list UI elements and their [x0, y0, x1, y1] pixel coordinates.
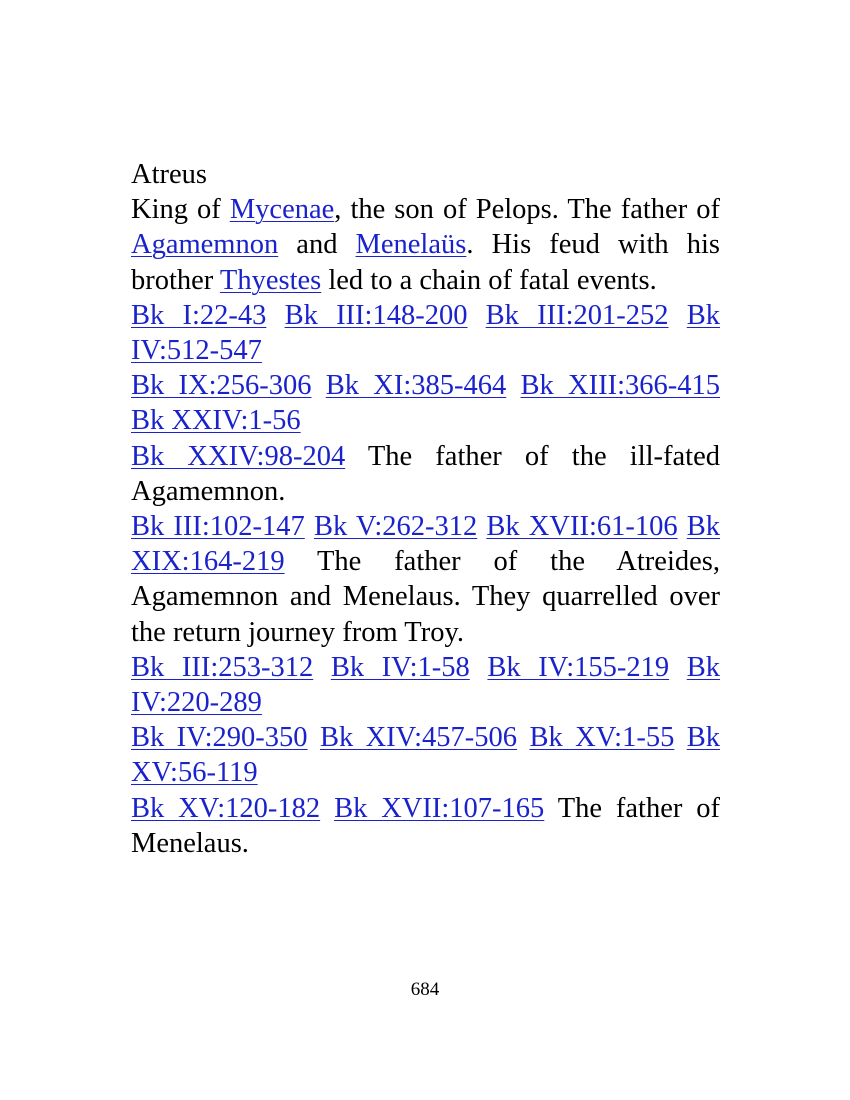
reference-paragraph — [131, 791, 720, 861]
reference-note: The father of Menelaus. — [131, 792, 721, 859]
book-ref-link[interactable]: Bk V:262-312 — [313, 511, 478, 543]
link-mycenae[interactable]: Mycenae — [229, 194, 335, 226]
book-ref-link[interactable]: Bk XIV:457-506 — [319, 722, 518, 754]
book-ref-link[interactable]: Bk XVII:107-165 — [334, 792, 545, 824]
reference-note: The father of the Atreides, Agamemnon and Menelaus. They quarrelled over the return journey from Troy. — [131, 546, 720, 648]
book-ref-link[interactable]: Bk IX:256-306 — [131, 370, 312, 402]
book-ref-link[interactable]: Bk XV:120-182 — [131, 792, 321, 824]
reference-paragraph — [131, 720, 720, 790]
book-ref-link[interactable]: Bk IV:290-350 — [131, 722, 308, 754]
reference-paragraph — [131, 509, 720, 650]
reference-paragraph — [131, 298, 720, 368]
book-ref-link[interactable]: Bk III:148-200 — [284, 299, 468, 331]
desc-text: and — [278, 229, 356, 261]
book-ref-link[interactable]: Bk XXIV:1-56 — [131, 405, 301, 437]
book-ref-link[interactable]: Bk I:22-43 — [131, 299, 267, 331]
book-ref-link[interactable]: Bk III:253-312 — [131, 651, 314, 683]
entry-title: Atreus — [131, 159, 207, 190]
desc-text: King of — [131, 194, 230, 226]
entry-text-block — [131, 157, 720, 861]
reference-paragraph — [131, 439, 720, 509]
link-thyestes[interactable]: Thyestes — [219, 264, 322, 296]
link-menelaus[interactable]: Menelaüs — [355, 229, 467, 261]
book-ref-link[interactable]: Bk III:102-147 — [131, 511, 305, 543]
book-ref-link[interactable]: Bk XV:1-55 — [529, 722, 675, 754]
page-number: 684 — [410, 979, 440, 1000]
book-ref-link[interactable]: Bk XIX:164-219 — [131, 511, 721, 578]
book-ref-link[interactable]: Bk XXIV:98-204 — [131, 440, 346, 472]
book-ref-link[interactable]: Bk IV:155-219 — [487, 651, 670, 683]
book-ref-link[interactable]: Bk III:201-252 — [485, 299, 669, 331]
reference-note: The father of the ill-fated Agamemnon. — [131, 440, 720, 507]
desc-text: led to a chain of fatal events. — [321, 264, 657, 296]
entry-description — [131, 192, 720, 298]
book-ref-link[interactable]: Bk XV:56-119 — [131, 722, 720, 789]
desc-text: . His feud with his brother — [131, 229, 720, 296]
book-ref-link[interactable]: Bk XIII:366-415 — [520, 370, 721, 402]
reference-paragraph — [131, 368, 720, 438]
book-ref-link[interactable]: Bk IV:512-547 — [131, 299, 721, 367]
book-ref-link[interactable]: Bk IV:220-289 — [131, 651, 720, 719]
book-ref-link[interactable]: Bk XVII:61-106 — [486, 511, 678, 543]
desc-text: , the son of Pelops. The father of — [334, 194, 720, 226]
book-ref-link[interactable]: Bk XI:385-464 — [325, 370, 507, 402]
link-agamemnon[interactable]: Agamemnon — [131, 229, 279, 261]
book-ref-link[interactable]: Bk IV:1-58 — [330, 651, 470, 683]
reference-paragraph — [131, 650, 720, 720]
